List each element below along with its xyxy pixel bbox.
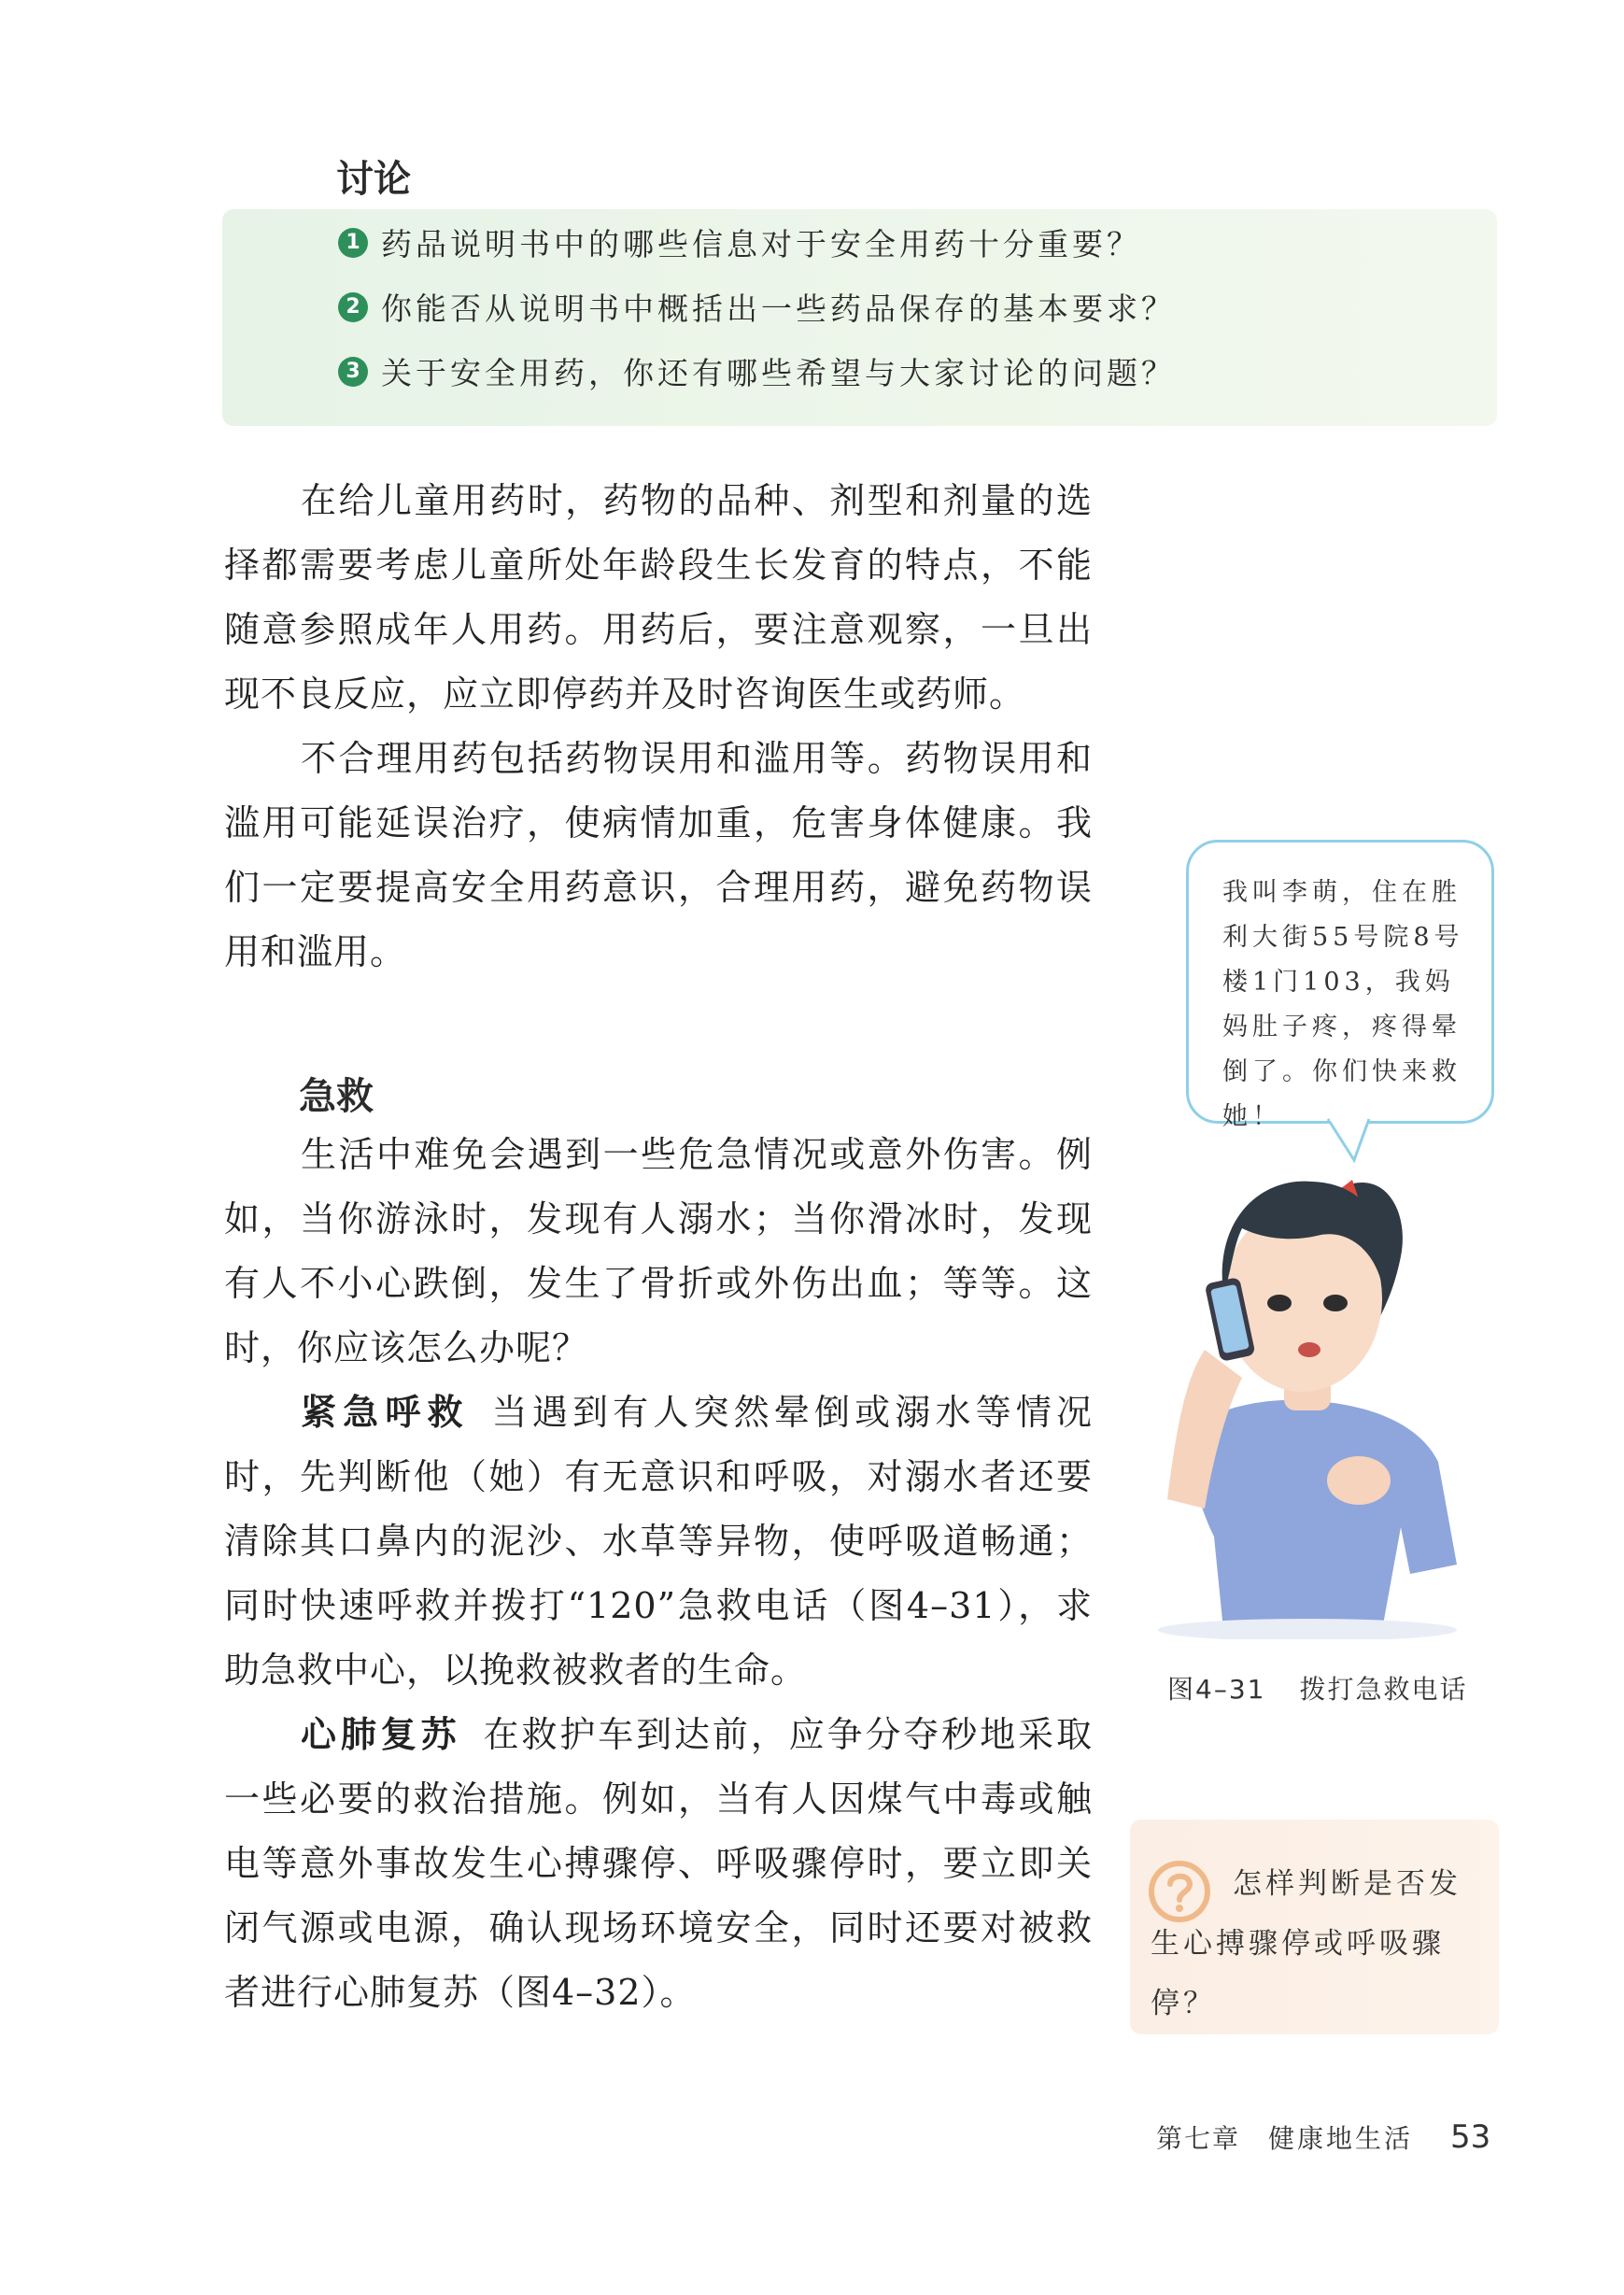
page-number: 53 [1450,2118,1491,2156]
speech-bubble-text: 我叫李萌，住在胜利大街55号院8号楼1门103，我妈妈肚子疼，疼得晕倒了。你们快来救她！ [1222,878,1464,1131]
figure-caption [1167,1669,1467,1707]
discussion-question-2 [338,285,1176,329]
lead-term: 心肺复苏 [301,1714,461,1755]
paragraph: 不合理用药包括药物误用和滥用等。药物误用和滥用可能延误治疗，使病情加重，危害身体健康。我们一定要提高安全用药意识，合理用药，避免药物误用和滥用。 [224,738,1093,972]
figure-label: 图4–31 [1167,1674,1266,1705]
speech-bubble [1186,840,1494,1131]
number-badge-2: 2 [338,292,368,322]
paragraph-text: 在救护车到达前，应争分夺秒地采取一些必要的救治措施。例如，当有人因煤气中毒或触电等意外事故发生心搏骤停、呼吸骤停时，要立即关闭气源或电源，确认现场环境安全，同时还要对被救者进行心肺复苏（图4–32）。 [224,1714,1093,2013]
paragraph [224,1703,1093,2025]
discussion-question-text: 你能否从说明书中概括出一些药品保存的基本要求？ [381,290,1176,327]
number-badge-1: 1 [338,228,368,258]
lead-term: 紧急呼救 [301,1392,470,1433]
paragraph: 生活中难免会遇到一些危急情况或意外伤害。例如，当你游泳时，发现有人溺水；当你滑冰时，发现有人不小心跌倒，发生了骨折或外伤出血；等等。这时，你应该怎么办呢？ [224,1134,1093,1368]
chapter-title: 健康地生活 [1268,2123,1414,2154]
number-badge-3: 3 [338,357,368,387]
page-footer [1156,2118,1490,2156]
body-text [224,469,1093,985]
section-body [224,1123,1093,2025]
girl-phone-illustration [1102,1126,1513,1639]
chapter-label: 第七章 [1156,2123,1241,2154]
discussion-question-text: 药品说明书中的哪些信息对于安全用药十分重要？ [381,226,1141,262]
figure-caption-text: 拨打急救电话 [1299,1674,1468,1705]
discussion-question-text: 关于安全用药，你还有哪些希望与大家讨论的问题？ [381,355,1176,391]
discussion-question-3 [338,349,1176,393]
think-question-text: 怎样判断是否发生心搏骤停或呼吸骤停？ [1151,1867,1462,2020]
paragraph: 在给儿童用药时，药物的品种、剂型和剂量的选择都需要考虑儿童所处年龄段生长发育的特点，不能随意参照成年人用药。用药后，要注意观察，一旦出现不良反应，应立即停药并及时咨询医生或药师。 [224,480,1093,715]
paragraph [224,1381,1093,1703]
section-title: 急救 [299,1075,374,1118]
discussion-question-1 [338,220,1141,264]
discussion-title: 讨论 [336,158,411,201]
paragraph-text: 当遇到有人突然晕倒或溺水等情况时，先判断他（她）有无意识和呼吸，对溺水者还要清除其口鼻内的泥沙、水草等异物，使呼吸道畅通；同时快速呼救并拨打“120”急救电话（图4–31），求助急救中心，以挽救被救者的生命。 [224,1392,1093,1691]
